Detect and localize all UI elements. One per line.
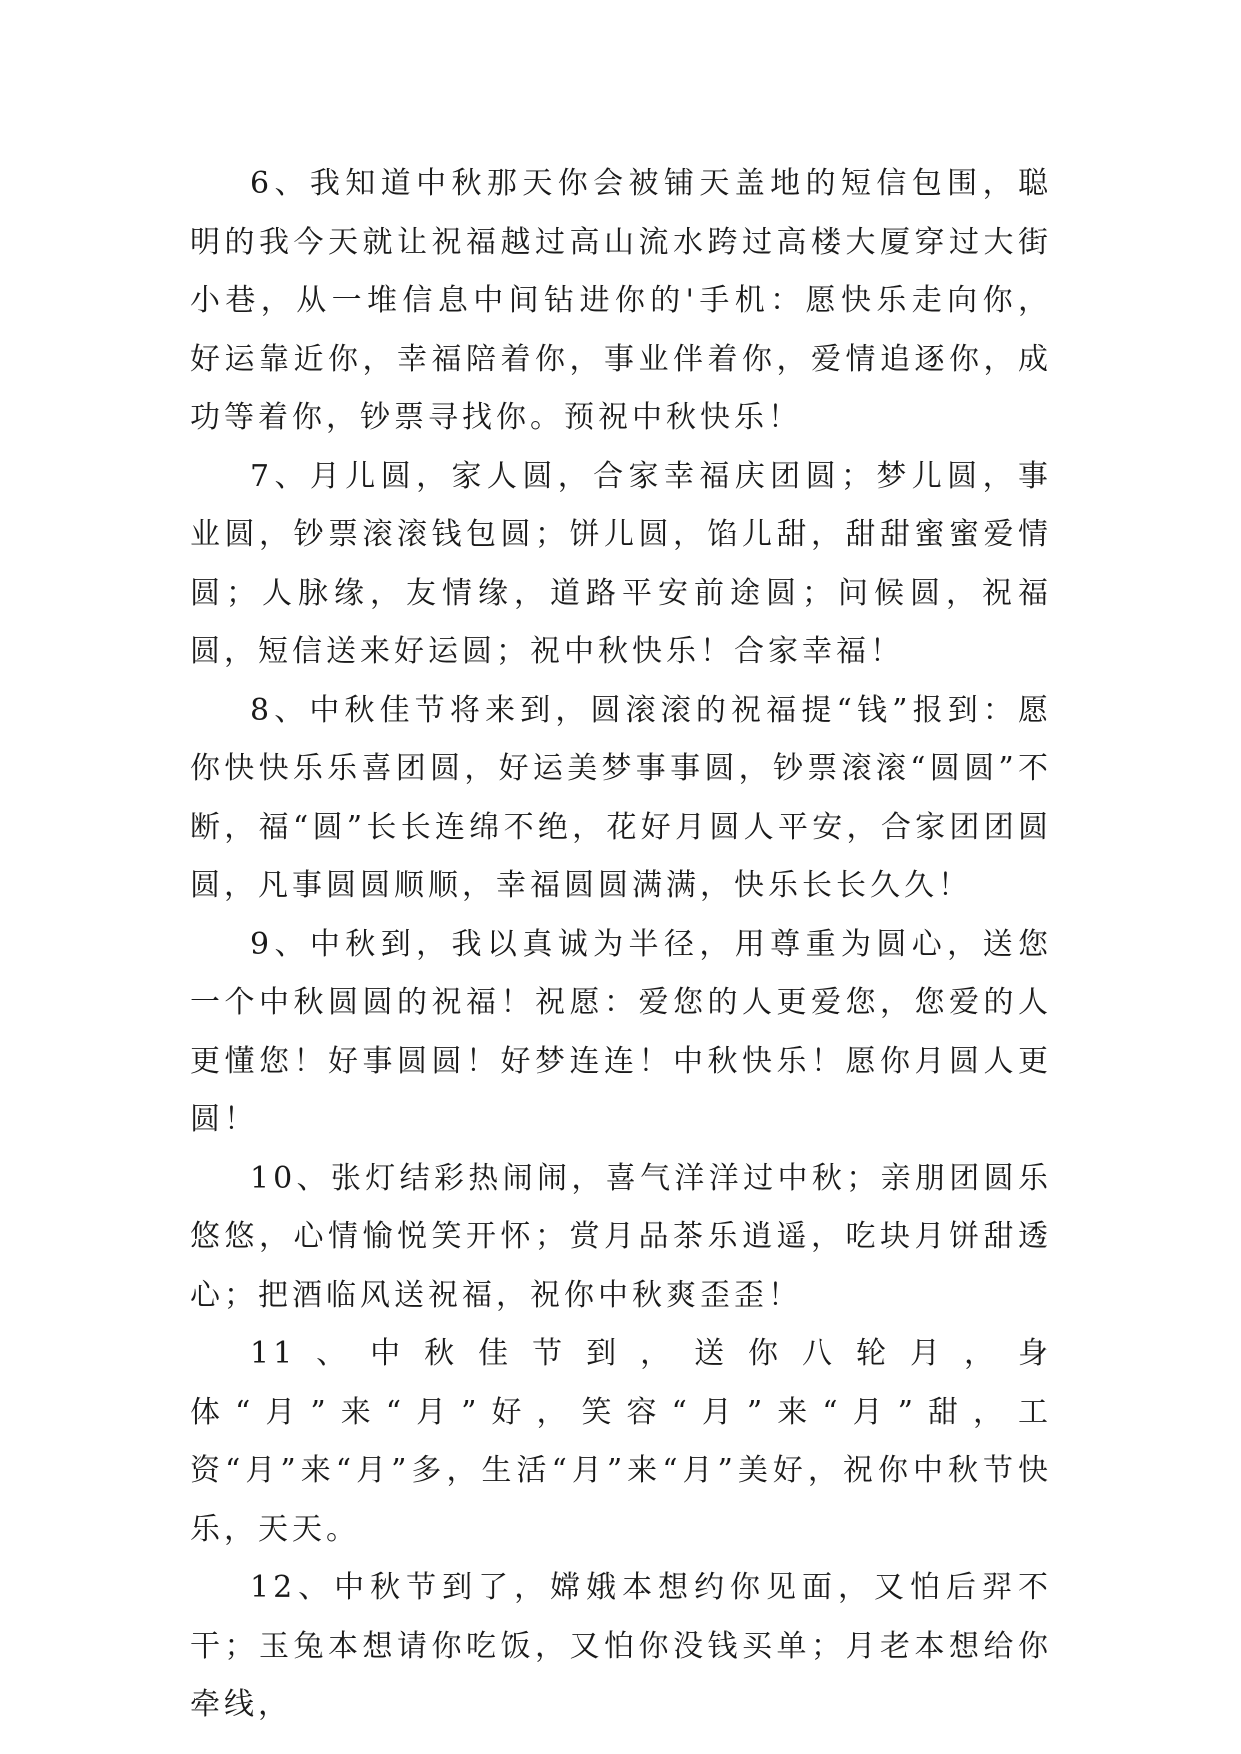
paragraph-8: 8、中秋佳节将来到，圆滚滚的祝福提“钱”报到：愿你快快乐乐喜团圆，好运美梦事事圆，钞票滚滚“圆圆”不断，福“圆”长长连绵不绝，花好月圆人平安，合家团团圆圆，凡事圆圆顺顺，幸福圆圆满满，快乐长长久久！ [190,692,1052,903]
paragraph-6: 6、我知道中秋那天你会被铺天盖地的短信包围，聪明的我今天就让祝福越过高山流水跨过高楼大厦穿过大街小巷，从一堆信息中间钻进你的'手机：愿快乐走向你，好运靠近你，幸福陪着你，事业伴着你，爱情追逐你，成功等着你，钞票寻找你。预祝中秋快乐！ [190,166,1052,435]
document-body [190,155,1052,1735]
paragraph-12: 12、中秋节到了，嫦娥本想约你见面，又怕后羿不干；玉兔本想请你吃饭，又怕你没钱买单；月老本想给你牵线， [190,1570,1052,1722]
paragraph-10: 10、张灯结彩热闹闹，喜气洋洋过中秋；亲朋团圆乐悠悠，心情愉悦笑开怀；赏月品茶乐逍遥，吃块月饼甜透心；把酒临风送祝福，祝你中秋爽歪歪！ [190,1160,1052,1313]
paragraph-9: 9、中秋到，我以真诚为半径，用尊重为圆心，送您一个中秋圆圆的祝福！祝愿：爱您的人更爱您，您爱的人更懂您！好事圆圆！好梦连连！中秋快乐！愿你月圆人更圆！ [190,926,1052,1137]
paragraph-7: 7、月儿圆，家人圆，合家幸福庆团圆；梦儿圆，事业圆，钞票滚滚钱包圆；饼儿圆，馅儿甜，甜甜蜜蜜爱情圆；人脉缘，友情缘，道路平安前途圆；问候圆，祝福圆，短信送来好运圆；祝中秋快乐！合家幸福！ [190,458,1052,669]
paragraph-11: 11、中秋佳节到，送你八轮月，身体“月”来“月”好，笑容“月”来“月”甜，工资“月”来“月”多，生活“月”来“月”美好，祝你中秋节快乐，天天。 [190,1336,1052,1547]
